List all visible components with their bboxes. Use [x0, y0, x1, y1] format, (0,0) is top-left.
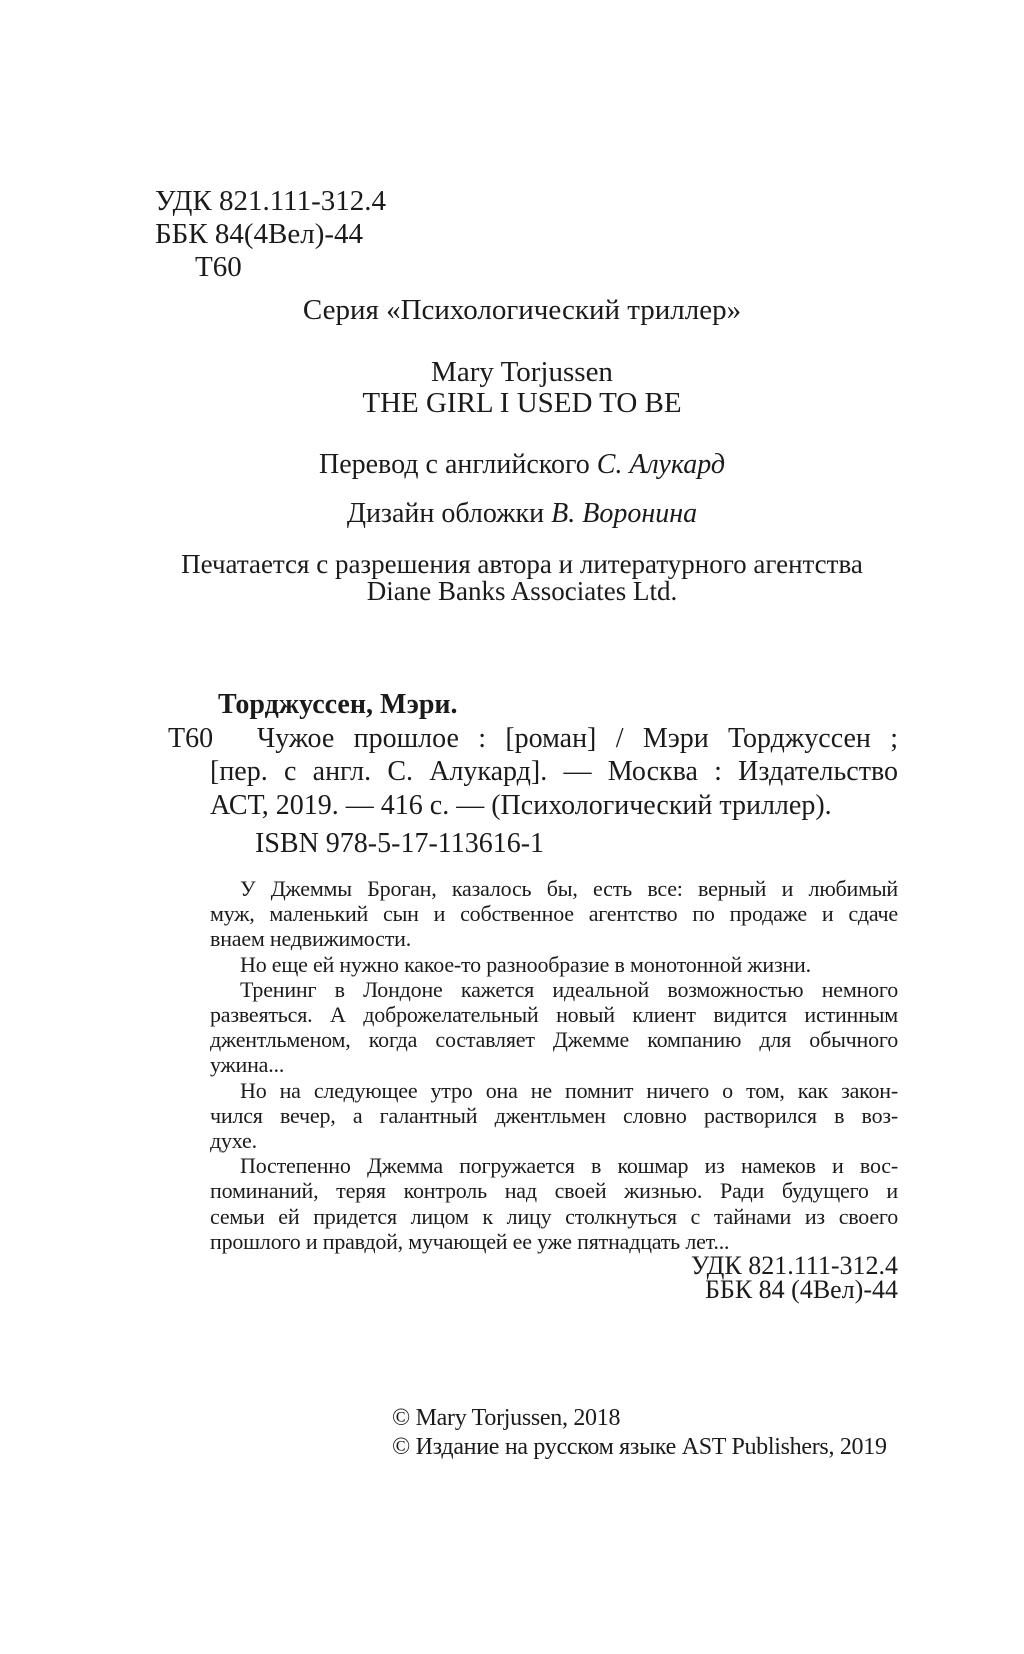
original-author: Mary Torjussen [431, 356, 613, 388]
top-classification-codes [155, 185, 386, 284]
udk-code-bottom: УДК 821.111-312.4 [690, 1251, 898, 1280]
translation-label: Перевод с английского [318, 449, 597, 480]
cover-designer-name: В. Воронина [551, 498, 698, 529]
cover-design-label: Дизайн обложки [346, 498, 552, 529]
bib-author-header: Торджуссен, Мэри. [218, 689, 458, 720]
annotation-line: поминаний, теряя контроль над своей жизнью. Ради будущего и [210, 1178, 898, 1204]
bib-author-sign-code: Т60 [168, 722, 214, 754]
original-edition-block [20, 357, 1024, 419]
annotation-line: Постепенно Джемма погружается в кошмар из намеков и вос- [240, 1153, 898, 1179]
cover-design-credit [20, 498, 1024, 530]
bib-line-2: [пер. с англ. С. Алукард]. — Москва : Издательство [210, 756, 898, 787]
annotation-line: развеяться. А доброжелательный новый клиент видится истинным [210, 1002, 898, 1028]
annotation-line: Но на следующее утро она не помнит ничего о том, как закон- [240, 1077, 898, 1103]
annotation-line: муж, маленький сын и собственное агентство по продаже и сдаче [210, 901, 898, 927]
annotation-line: внаем недвижимости. [210, 926, 412, 952]
annotation-line: прошлого и правдой, мучающей ее уже пятнадцать лет... [210, 1228, 730, 1254]
original-title: THE GIRL I USED TO BE [362, 387, 682, 419]
copyright-author-line: © Mary Torjussen, 2018 [392, 1405, 621, 1431]
isbn-line: ISBN 978-5-17-113616-1 [255, 828, 545, 859]
udk-code-top: УДК 821.111-312.4 [155, 185, 386, 217]
copyright-block [392, 1404, 887, 1462]
bib-line-3: АСТ, 2019. — 416 с. — (Психологический триллер). [210, 789, 832, 821]
annotation-line: чился вечер, а галантный джентльмен словно растворился в воз- [210, 1102, 898, 1128]
bib-line-1 [168, 722, 898, 756]
annotation-line: Тренинг в Лондоне кажется идеальной возможностью немного [240, 976, 898, 1002]
bibliographic-record [168, 688, 898, 822]
annotation-line: семьи ей придется лицом к лицу столкнуться с тайнами из своего [210, 1203, 898, 1229]
permission-line-2: Diane Banks Associates Ltd. [366, 576, 678, 606]
permission-line-1: Печатается с разрешения автора и литературного агентства [181, 549, 863, 579]
copyright-publisher-line: © Издание на русском языке AST Publishers, 2019 [392, 1434, 887, 1460]
annotation-line: ужина... [210, 1052, 285, 1078]
bbk-code-bottom: ББК 84 (4Вел)-44 [704, 1275, 898, 1304]
translator-name: С. Алукард [596, 449, 726, 480]
author-sign-code-top: Т60 [195, 251, 242, 283]
bbk-code-top: ББК 84(4Вел)-44 [155, 218, 364, 250]
series-line: Серия «Психологический триллер» [302, 294, 742, 326]
annotation-line: Но еще ей нужно какое-то разнообразие в монотонной жизни. [240, 951, 811, 977]
permission-notice [20, 551, 1024, 605]
bottom-classification-codes [210, 1251, 898, 1304]
annotation-line: джентльменом, когда составляет Джемме компанию для обычного [210, 1027, 898, 1053]
bib-line-1-text: Чужое прошлое : [роман] / Мэри Торджуссен ; [257, 722, 898, 754]
annotation-line: У Джеммы Броган, казалось бы, есть все: верный и любимый [240, 876, 898, 901]
annotation-line: духе. [210, 1128, 257, 1154]
translation-credit [20, 449, 1024, 481]
annotation-block [210, 876, 898, 1254]
